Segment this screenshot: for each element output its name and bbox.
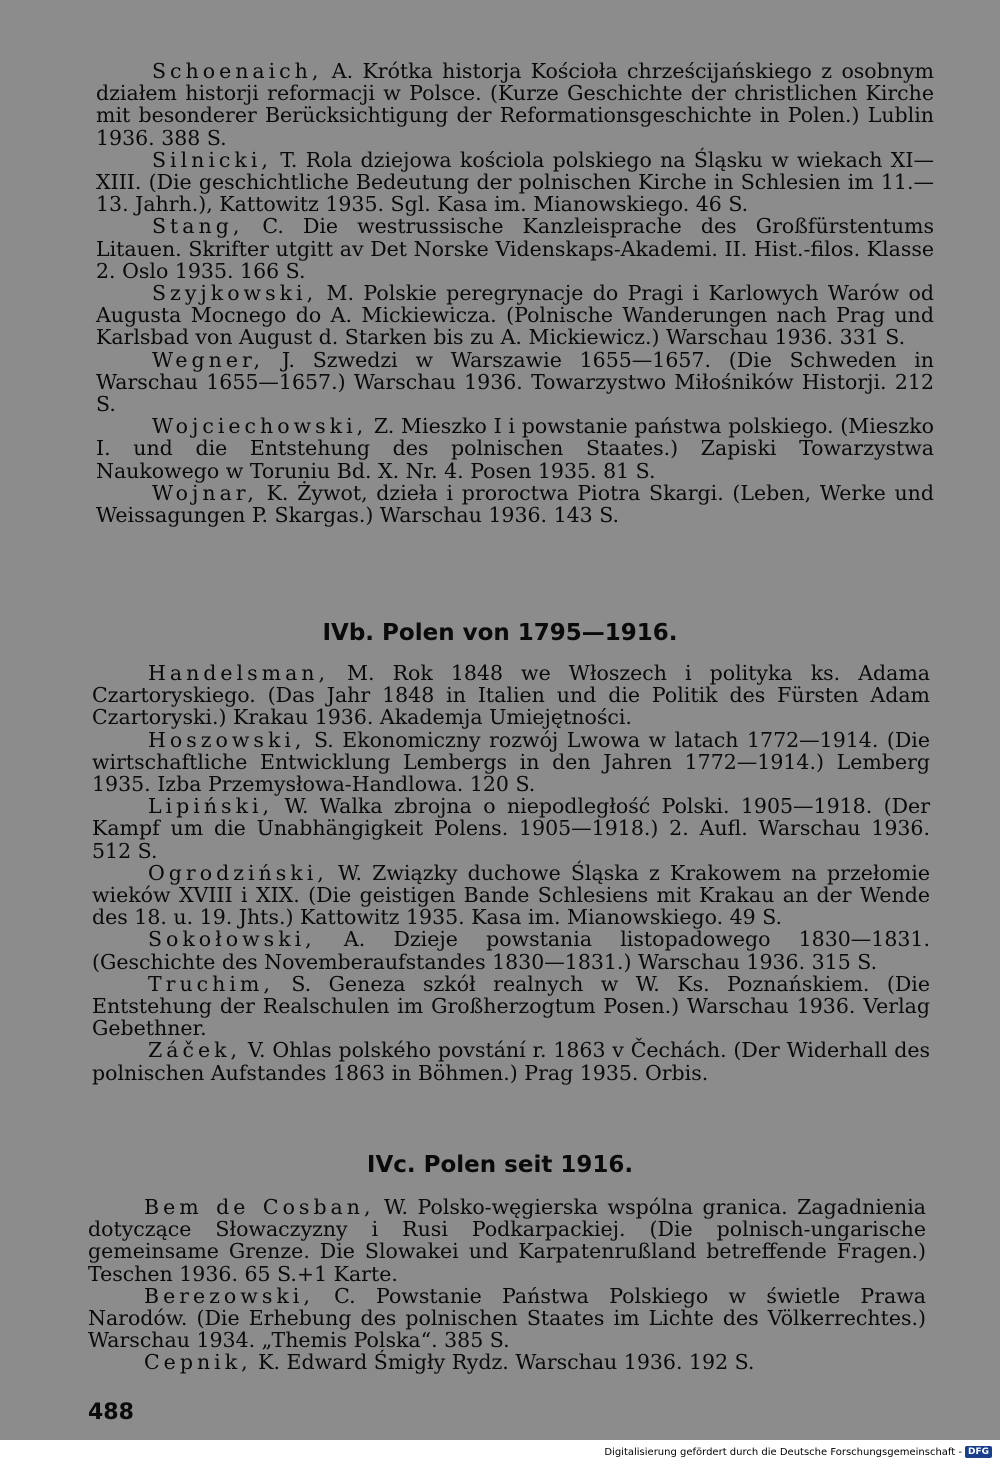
entry-text: C. Die westrussische Kanzleisprache des Großfürstentums Litauen. Skrifter utgitt av Det Norske Videnskaps-Akademi. II. Hist.-filos. Klasse 2. Oslo 1935. 166 S.	[96, 214, 934, 283]
entry-text: K. Żywot, dzieła i proroctwa Piotra Skargi. (Leben, Werke und Weissagungen P. Skargas.) Warschau 1936. 143 S.	[96, 480, 934, 528]
entry-author: Bem de Cosban,	[144, 1195, 375, 1219]
section-1-entries	[96, 60, 934, 526]
entry-text: J. Szwedzi w Warszawie 1655—1657. (Die Schweden in Warschau 1655—1657.) Warschau 1936. Towarzystwo Miłośników Historji. 212 S.	[96, 347, 934, 417]
entry-author: Wojciechowski,	[152, 414, 368, 439]
entry-text: W. Polsko-węgierska wspólna granica. Zagadnienia dotyczące Słowaczyzny i Rusi Podkarpackiej. (Die polnisch-ungarische gemeinsame Grenze. Die Slowakei und Karpatenrußland betreffende Fragen.) Teschen 1936. 65 S.+1 Karte.	[88, 1195, 926, 1286]
bibliography-entry	[92, 1039, 930, 1083]
entry-text: K. Edward Śmigły Rydz. Warschau 1936. 192 S.	[251, 1350, 755, 1375]
entry-text: A. Krótka historja Kościoła chrześcijańskiego z osobnym działem historji reformacji w Polsce. (Kurze Geschichte der christlichen Kirche mit besonderer Berücksichtigung der Reformationsgeschichte in Polen.) Lublin 1936. 388 S.	[96, 59, 934, 150]
entry-author: Berezowski,	[144, 1283, 314, 1308]
bibliography-entry	[96, 215, 934, 282]
entry-author: Szyjkowski,	[152, 281, 318, 306]
entry-author: Truchim,	[148, 971, 274, 996]
bibliography-entry	[96, 349, 934, 416]
entry-author: Hoszowski,	[148, 727, 306, 752]
bibliography-entry	[88, 1285, 926, 1352]
entry-author: Ogrodziński,	[148, 860, 328, 885]
bibliography-entry	[92, 729, 930, 796]
entry-author: Wegner,	[152, 347, 265, 372]
dfg-logo-icon: DFG	[965, 1446, 992, 1458]
entry-author: Schoenaich,	[152, 59, 323, 83]
bibliography-entry	[88, 1351, 926, 1373]
entry-text: Z. Mieszko I i powstanie państwa polskiego. (Mieszko I. und die Entstehung des polnischen Staates.) Zapiski Towarzystwa Naukowego w Toruniu Bd. X. Nr. 4. Posen 1935. 81 S.	[96, 414, 934, 483]
bibliography-entry	[96, 149, 934, 216]
footer-text: Digitalisierung gefördert durch die Deutsche Forschungsgemeinschaft -	[604, 1446, 962, 1458]
bibliography-entry	[92, 862, 930, 929]
entry-text: S. Geneza szkół realnych w W. Ks. Poznańskiem. (Die Entstehung der Realschulen im Großherzogtum Posen.) Warschau 1936. Verlag Gebethner.	[92, 971, 930, 1041]
page-number: 488	[88, 1400, 134, 1425]
section-2-entries	[92, 662, 930, 1084]
bibliography-entry	[92, 662, 930, 729]
entry-author: Cepnik,	[144, 1350, 252, 1375]
entry-text: S. Ekonomiczny rozwój Lwowa w latach 1772—1914. (Die wirtschaftliche Entwicklung Lembergs in den Jahren 1772—1914.) Lemberg 1935. Izba Przemysłowa-Handlowa. 120 S.	[92, 727, 930, 797]
entry-text: M. Polskie peregrynacje do Pragi i Karlowych Warów od Augusta Mocnego do A. Mickiewicza. (Polnische Wanderungen nach Prag und Karlsbad von August d. Starken bis zu A. Mickiewicz.) Warschau 1936. 331 S.	[96, 281, 934, 350]
bibliography-entry	[96, 60, 934, 149]
entry-author: Silnicki,	[152, 147, 272, 172]
entry-text: C. Powstanie Państwa Polskiego w świetle Prawa Narodów. (Die Erhebung des polnischen Staates im Lichte des Völkerrechtes.) Warschau 1934. „Themis Polska“. 385 S.	[88, 1283, 926, 1353]
section-heading-ivb: IVb. Polen von 1795—1916.	[322, 620, 678, 646]
entry-text: T. Rola dziejowa kościola polskiego na Śląsku w wiekach XI—XIII. (Die geschichtliche Bedeutung der polnischen Kirche in Schlesien im 11.—13. Jahrh.), Kattowitz 1935. Sgl. Kasa im. Mianowskiego. 46 S.	[96, 147, 934, 217]
entry-text: M. Rok 1848 we Włoszech i polityka ks. Adama Czartoryskiego. (Das Jahr 1848 in Italien und die Politik des Fürsten Adam Czartoryski.) Krakau 1936. Akademja Umiejętności.	[92, 661, 930, 730]
section-3-entries	[88, 1196, 926, 1374]
entry-author: Stang,	[152, 214, 244, 239]
entry-author: Handelsman,	[148, 661, 330, 685]
section-heading-ivc: IVc. Polen seit 1916.	[366, 1152, 634, 1178]
bibliography-entry	[96, 282, 934, 349]
entry-text: A. Dzieje powstania listopadowego 1830—1831. (Geschichte des Novemberaufstandes 1830—1831.) Warschau 1936. 315 S.	[92, 927, 930, 974]
entry-text: W. Związky duchowe Śląska z Krakowem na przełomie wieków XVIII i XIX. (Die geistigen Bande Schlesiens mit Krakau an der Wende des 18. u. 19. Jhts.) Kattowitz 1935. Kasa im. Mianowskiego. 49 S.	[92, 860, 930, 930]
bibliography-entry	[92, 795, 930, 862]
bibliography-entry	[88, 1196, 926, 1285]
bibliography-entry	[92, 928, 930, 972]
entry-text: W. Walka zbrojna o niepodległość Polski. 1905—1918. (Der Kampf um die Unabhängigkeit Polens. 1905—1918.) 2. Aufl. Warschau 1936. 512 S.	[92, 794, 930, 863]
entry-author: Záček,	[148, 1038, 242, 1063]
digitization-footer	[604, 1446, 992, 1458]
entry-text: V. Ohlas polského povstání r. 1863 v Čechách. (Der Widerhall des polnischen Aufstandes 1863 in Böhmen.) Prag 1935. Orbis.	[92, 1038, 930, 1085]
entry-author: Sokołowski,	[148, 927, 316, 952]
entry-author: Lipiński,	[148, 794, 274, 819]
bibliography-entry	[92, 973, 930, 1040]
bibliography-entry	[96, 482, 934, 526]
entry-author: Wojnar,	[152, 480, 258, 505]
bibliography-entry	[96, 415, 934, 482]
